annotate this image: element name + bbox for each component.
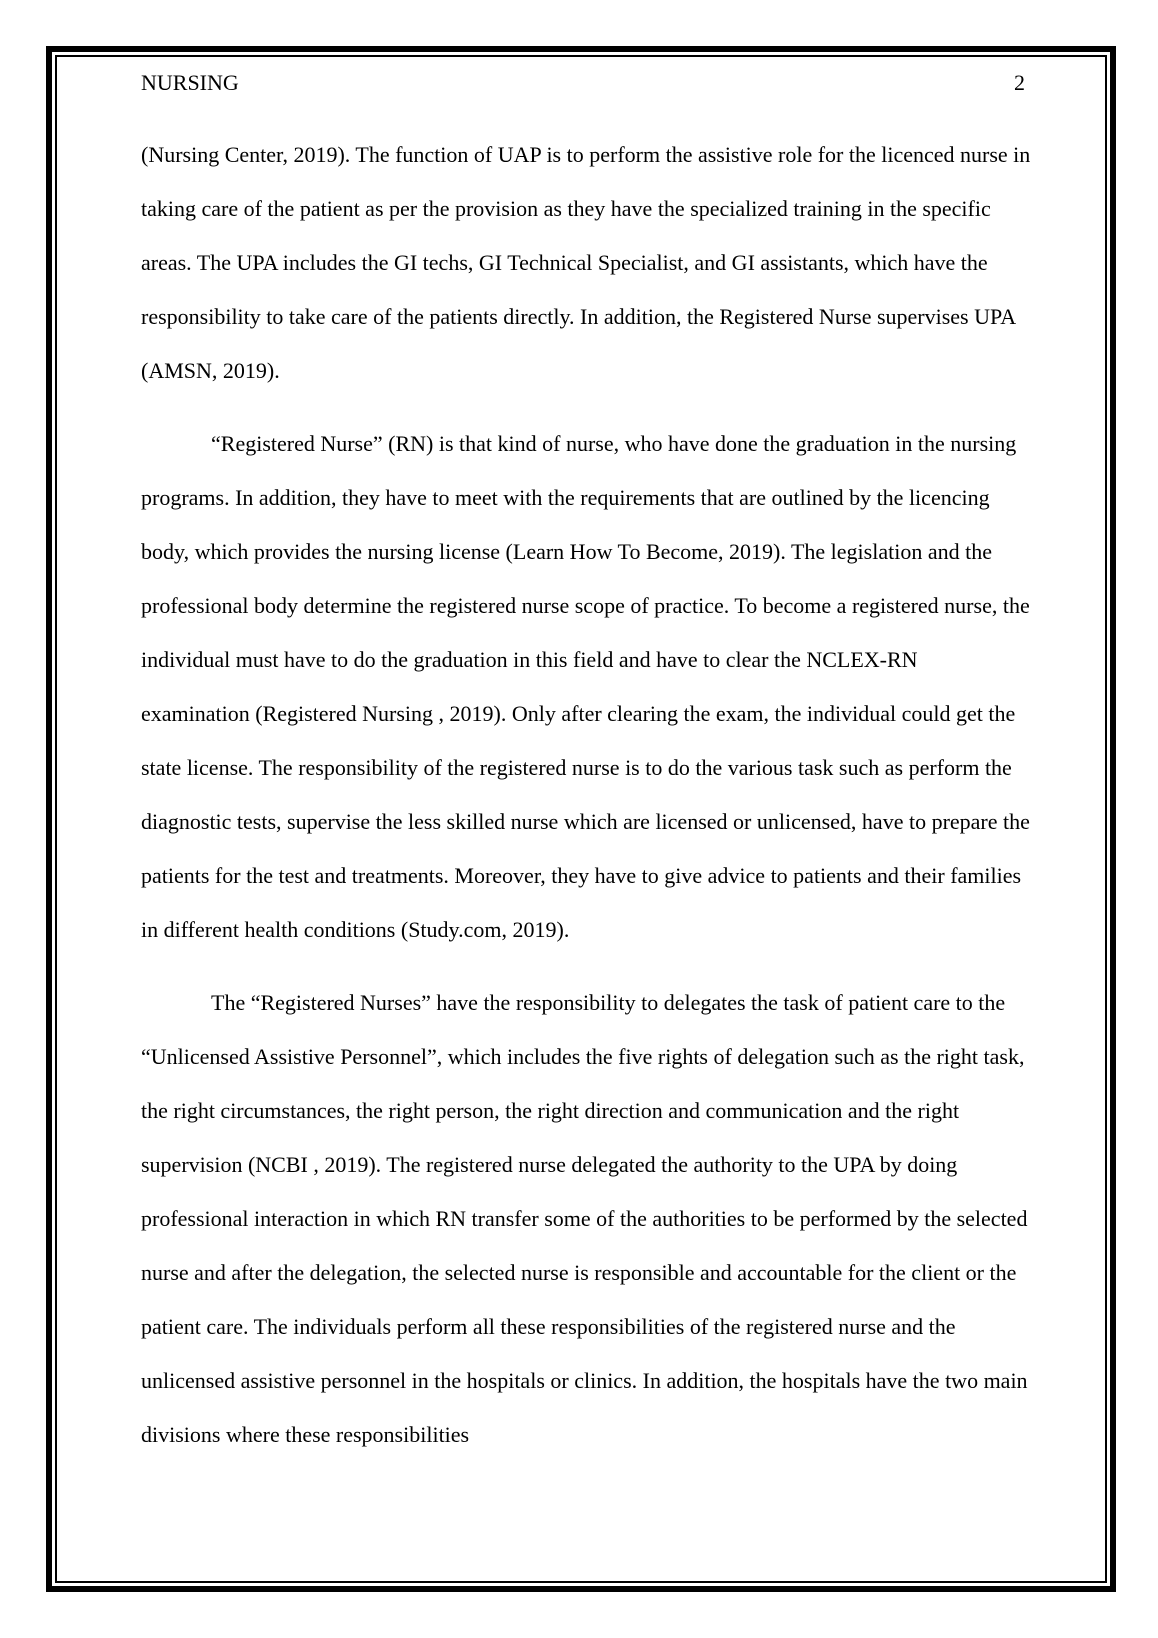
page-header <box>141 68 1025 98</box>
page-number: 2 <box>1014 70 1025 95</box>
paragraph-3: The “Registered Nurses” have the responsibility to delegates the task of patient care to the “Unlicensed Assistive Personnel”, which includes the five rights of delegation such as the right task, the right circumstances, the right person, the right direction and communication and the right supervision (NCBI , 2019). The registered nurse delegated the authority to the UPA by doing professional interaction in which RN transfer some of the authorities to be performed by the selected nurse and after the delegation, the selected nurse is responsible and accountable for the client or the patient care. The individuals perform all these responsibilities of the registered nurse and the unlicensed assistive personnel in the hospitals or clinics. In addition, the hospitals have the two main divisions where these responsibilities <box>141 990 1028 1447</box>
running-head: NURSING <box>141 70 239 95</box>
document-body <box>141 128 1031 1481</box>
paragraph-2: “Registered Nurse” (RN) is that kind of nurse, who have done the graduation in the nursing programs. In addition, they have to meet with the requirements that are outlined by the licencing body, which provides the nursing license (Learn How To Become, 2019). The legislation and the professional body determine the registered nurse scope of practice. To become a registered nurse, the individual must have to do the graduation in this field and have to clear the NCLEX-RN examination (Registered Nursing , 2019). Only after clearing the exam, the individual could get the state license. The responsibility of the registered nurse is to do the various task such as perform the diagnostic tests, supervise the less skilled nurse which are licensed or unlicensed, have to prepare the patients for the test and treatments. Moreover, they have to give advice to patients and their families in different health conditions (Study.com, 2019). <box>141 431 1030 942</box>
paragraph-1: (Nursing Center, 2019). The function of UAP is to perform the assistive role for the licenced nurse in taking care of the patient as per the provision as they have the specialized training in the specific areas. The UPA includes the GI techs, GI Technical Specialist, and GI assistants, which have the responsibility to take care of the patients directly. In addition, the Registered Nurse supervises UPA (AMSN, 2019). <box>141 142 1031 383</box>
